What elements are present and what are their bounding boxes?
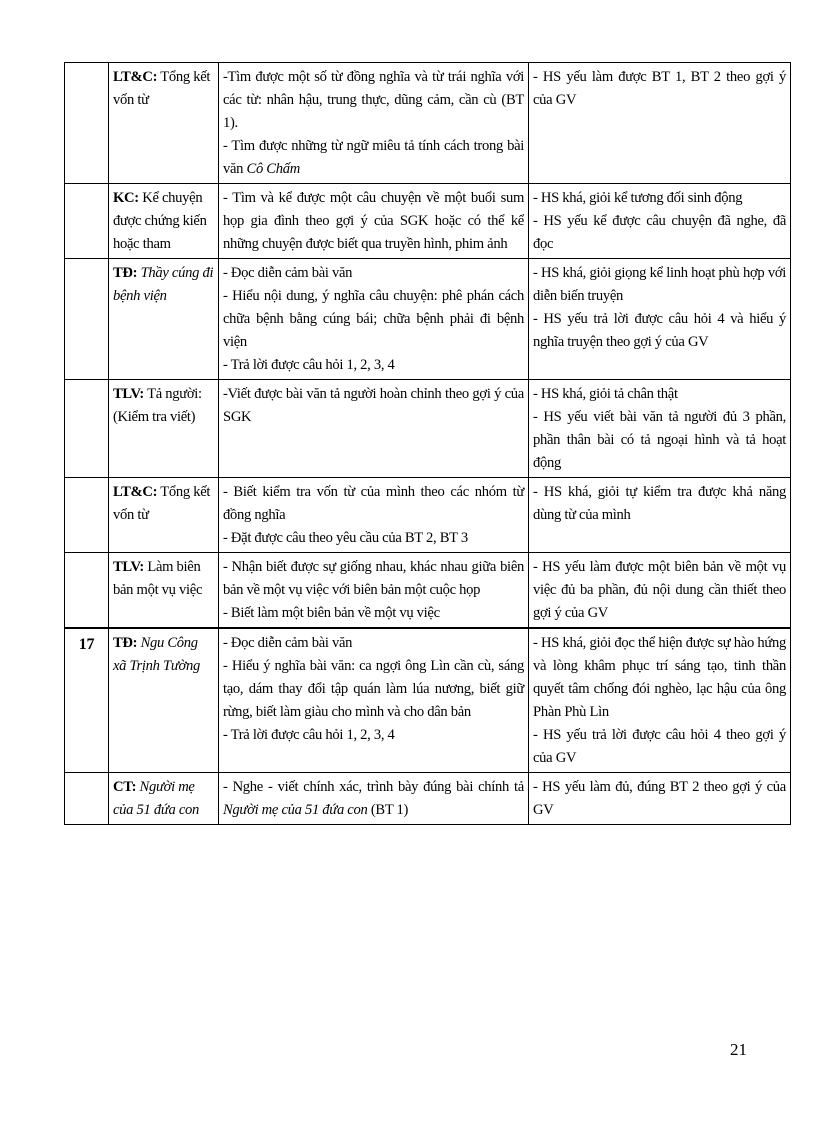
objectives-cell (219, 259, 529, 380)
subject-title: Tổng kết vốn từ (113, 484, 211, 523)
objective-text: - Biết kiểm tra vốn từ của mình theo các nhóm từ đồng nghĩa (223, 484, 524, 523)
subject-code: LT&C: (113, 69, 158, 85)
support-line: - HS yếu làm được BT 1, BT 2 theo gợi ý của GV (533, 69, 786, 108)
week-cell (65, 380, 109, 478)
objective-line (223, 655, 524, 724)
lesson-plan-table (64, 62, 791, 825)
subject-title: Tả người: (Kiểm tra viết) (113, 386, 202, 425)
subject-cell (109, 478, 219, 553)
support-cell (529, 63, 791, 184)
subject-title: Thầy cúng đi bệnh viện (113, 265, 214, 304)
subject-title: Ngu Công xã Trịnh Tường (113, 635, 200, 674)
objective-text: - Đặt được câu theo yêu cầu của BT 2, BT 3 (223, 530, 468, 546)
subject-title: Làm biên bản một vụ việc (113, 559, 203, 598)
objective-text: - Biết làm một biên bản về một vụ việc (223, 605, 440, 621)
subject-title: Người mẹ của 51 đứa con (113, 779, 200, 818)
support-line: - HS yếu làm được một biên bản về một vụ việc đủ ba phần, đủ nội dung cần thiết theo gợi ý của GV (533, 559, 786, 621)
subject-cell (109, 380, 219, 478)
objective-text: - Hiểu ý nghĩa bài văn: ca ngợi ông Lìn cần cù, sáng tạo, dám thay đổi tập quán làm lúa nương, biết giữ rừng, biết làm giàu cho mình và cho dân bản (223, 658, 524, 720)
subject-cell (109, 184, 219, 259)
objective-line (223, 135, 524, 181)
objective-text: - Tìm được những từ ngữ miêu tả tính cách trong bài văn (223, 138, 524, 177)
objective-text: - Nghe - viết chính xác, trình bày đúng bài chính tả (223, 779, 524, 795)
objective-line (223, 632, 524, 655)
subject-code: TLV: (113, 386, 144, 402)
objective-line (223, 556, 524, 602)
objective-line (223, 66, 524, 135)
week-cell (65, 184, 109, 259)
support-line: - HS khá, giỏi kể tương đối sinh động (533, 190, 743, 206)
support-line: - HS yếu trả lời được câu hỏi 4 theo gợi ý của GV (533, 727, 786, 766)
support-cell (529, 184, 791, 259)
objective-text: - Đọc diễn cảm bài văn (223, 635, 353, 651)
objective-text: - Nhận biết được sự giống nhau, khác nhau giữa biên bản về một vụ việc với biên bản một cuộc họp (223, 559, 524, 598)
week-cell (65, 553, 109, 629)
table-row (65, 773, 791, 825)
objective-line (223, 262, 524, 285)
subject-cell (109, 773, 219, 825)
objective-text: - Tìm và kể được một câu chuyện về một buổi sum họp gia đình theo gợi ý của SGK hoặc có thể kể những chuyện được biết qua truyền hình, phim ảnh (223, 190, 524, 252)
objectives-cell (219, 380, 529, 478)
subject-title: Tổng kết vốn từ (113, 69, 211, 108)
table-row (65, 553, 791, 629)
objective-text: - Đọc diễn cảm bài văn (223, 265, 353, 281)
subject-code: TLV: (113, 559, 144, 575)
week-cell (65, 773, 109, 825)
support-line: - HS yếu viết bài văn tả người đủ 3 phần, phần thân bài có tả ngoại hình và tả hoạt động (533, 409, 786, 471)
objective-text: -Tìm được một số từ đồng nghĩa và từ trái nghĩa với các từ: nhân hậu, trung thực, dũng cảm, cần cù (BT 1). (223, 69, 524, 131)
subject-code: CT: (113, 779, 137, 795)
support-line: - HS yếu kể được câu chuyện đã nghe, đã đọc (533, 213, 786, 252)
support-cell (529, 259, 791, 380)
table-row (65, 184, 791, 259)
objectives-cell (219, 773, 529, 825)
week-cell (65, 478, 109, 553)
objective-line (223, 776, 524, 822)
objective-line (223, 602, 524, 625)
page-number: 21 (730, 1040, 747, 1059)
objective-italic-title: Người mẹ của 51 đứa con (223, 802, 368, 818)
objective-line (223, 285, 524, 354)
support-line: - HS yếu trả lời được câu hỏi 4 và hiểu ý nghĩa truyện theo gợi ý của GV (533, 311, 786, 350)
table-row (65, 259, 791, 380)
support-line: - HS khá, giỏi đọc thể hiện được sự hào hứng và lòng khâm phục trí sáng tạo, tinh thần quyết tâm chống đói nghèo, lạc hậu của ông Phàn Phù Lìn (533, 635, 786, 720)
objectives-cell (219, 628, 529, 773)
support-cell (529, 628, 791, 773)
subject-title: Kể chuyện được chứng kiến hoặc tham (113, 190, 207, 252)
table-row (65, 628, 791, 773)
support-cell (529, 478, 791, 553)
subject-cell (109, 628, 219, 773)
objective-text: - Hiểu nội dung, ý nghĩa câu chuyện: phê phán cách chữa bệnh bằng cúng bái; chữa bệnh phải đi bệnh viện (223, 288, 524, 350)
week-cell (65, 259, 109, 380)
table-row (65, 380, 791, 478)
support-line: - HS yếu làm đủ, đúng BT 2 theo gợi ý của GV (533, 779, 786, 818)
objective-line (223, 187, 524, 256)
support-cell (529, 553, 791, 629)
week-cell (65, 63, 109, 184)
objectives-cell (219, 63, 529, 184)
subject-cell (109, 259, 219, 380)
support-line: - HS khá, giỏi tự kiểm tra được khả năng dùng từ của mình (533, 484, 786, 523)
objective-text: -Viết được bài văn tả người hoàn chỉnh theo gợi ý của SGK (223, 386, 524, 425)
objective-line (223, 724, 524, 747)
objective-line (223, 383, 524, 429)
objectives-cell (219, 184, 529, 259)
support-cell (529, 380, 791, 478)
table-row (65, 63, 791, 184)
subject-code: LT&C: (113, 484, 158, 500)
subject-cell (109, 553, 219, 629)
objectives-cell (219, 553, 529, 629)
support-cell (529, 773, 791, 825)
objective-text: - Trả lời được câu hỏi 1, 2, 3, 4 (223, 357, 395, 373)
subject-code: KC: (113, 190, 139, 206)
support-line: - HS khá, giỏi tả chân thật (533, 386, 678, 402)
objective-text: - Trả lời được câu hỏi 1, 2, 3, 4 (223, 727, 395, 743)
subject-cell (109, 63, 219, 184)
objective-italic-title: Cô Chấm (246, 161, 300, 177)
objective-line (223, 354, 524, 377)
week-cell: 17 (65, 628, 109, 773)
subject-code: TĐ: (113, 265, 138, 281)
objective-line (223, 527, 524, 550)
support-line: - HS khá, giỏi giọng kể linh hoạt phù hợp với diễn biến truyện (533, 265, 786, 304)
objective-text-after: (BT 1) (367, 802, 409, 818)
table-row (65, 478, 791, 553)
subject-code: TĐ: (113, 635, 138, 651)
objectives-cell (219, 478, 529, 553)
objective-line (223, 481, 524, 527)
